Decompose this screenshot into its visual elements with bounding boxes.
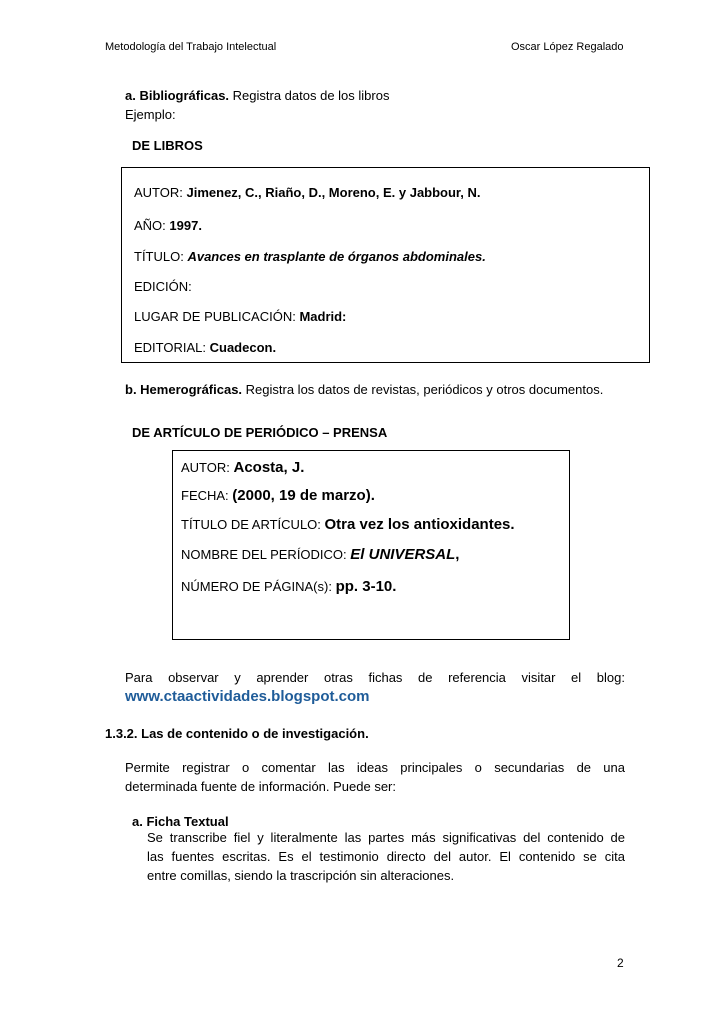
blog-sentence: Para observar y aprender otras fichas de referencia visitar el blog: <box>125 670 625 685</box>
example-label: Ejemplo: <box>125 107 176 122</box>
section-b-subtitle: DE ARTÍCULO DE PERIÓDICO – PRENSA <box>132 425 388 440</box>
section-132-heading: 1.3.2. Las de contenido o de investigación. <box>105 726 369 741</box>
book-place: LUGAR DE PUBLICACIÓN: Madrid: <box>134 309 347 324</box>
newspaper-record-box <box>172 450 570 640</box>
book-publisher: EDITORIAL: Cuadecon. <box>134 340 277 355</box>
header-right: Oscar López Regalado <box>511 41 624 53</box>
book-year: AÑO: 1997. <box>134 218 202 233</box>
section-132-line2: determinada fuente de información. Puede ser: <box>125 779 397 794</box>
page-number: 2 <box>617 956 624 970</box>
ficha-textual-line1: Se transcribe fiel y literalmente las partes más significativas del contenido de <box>147 830 625 845</box>
book-author: AUTOR: Jimenez, C., Riaño, D., Moreno, E. y Jabbour, N. <box>134 185 481 200</box>
ficha-textual-heading: a. Ficha Textual <box>132 814 229 829</box>
book-title: TÍTULO: Avances en trasplante de órganos abdominales. <box>134 249 486 264</box>
section-b-intro <box>125 382 603 397</box>
book-edition: EDICIÓN: <box>134 279 192 294</box>
section-132-line1: Permite registrar o comentar las ideas principales o secundarias de una <box>125 760 625 775</box>
section-a-label: a. Bibliográficas. <box>125 88 230 103</box>
ficha-textual-line3: entre comillas, siendo la trascripción sin alteraciones. <box>147 868 455 883</box>
section-a-text: Registra datos de los libros <box>229 88 390 103</box>
article-author: AUTOR: Acosta, J. <box>181 459 305 476</box>
newspaper-name: NOMBRE DEL PERÍODICO: El UNIVERSAL, <box>181 546 460 563</box>
section-a-intro <box>125 88 389 103</box>
section-a-subtitle: DE LIBROS <box>132 138 203 153</box>
section-b-text: Registra los datos de revistas, periódicos y otros documentos. <box>242 382 604 397</box>
page-numbers: NÚMERO DE PÁGINA(s): pp. 3-10. <box>181 578 397 595</box>
section-b-label: b. Hemerográficas. <box>125 382 243 397</box>
book-record-box <box>121 167 650 363</box>
article-title: TÍTULO DE ARTÍCULO: Otra vez los antioxidantes. <box>181 516 515 533</box>
blog-link[interactable]: www.ctaactividades.blogspot.com <box>125 688 370 705</box>
ficha-textual-line2: las fuentes escritas. Es el testimonio directo del autor. El contenido se cita <box>147 849 625 864</box>
article-date: FECHA: (2000, 19 de marzo). <box>181 487 375 504</box>
header-left: Metodología del Trabajo Intelectual <box>105 41 277 53</box>
